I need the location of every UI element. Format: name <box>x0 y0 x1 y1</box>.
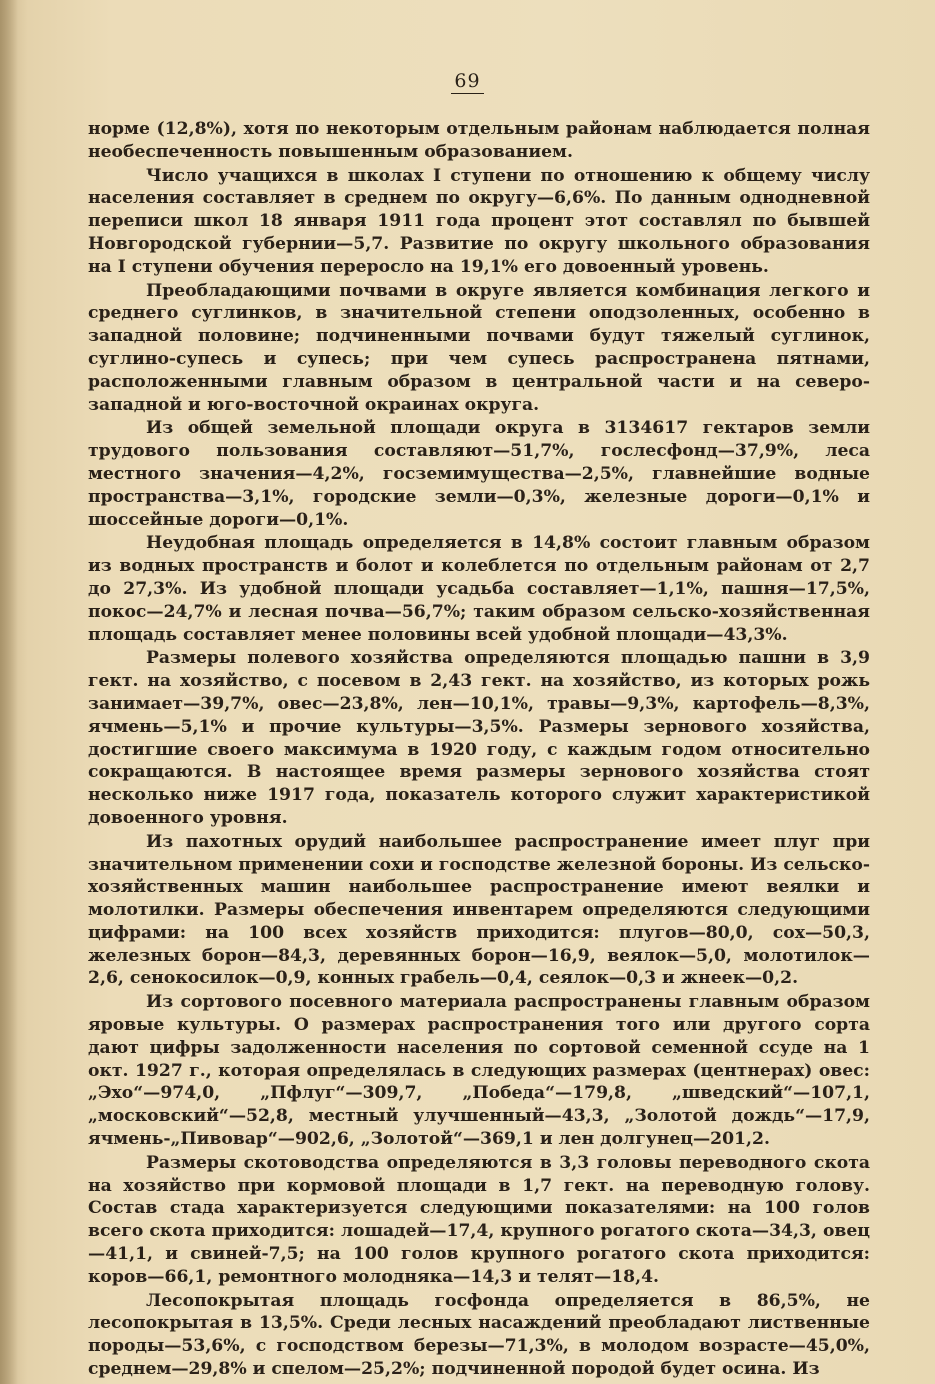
paragraph-8: Из сортового посевного материала распространены главным образом яровые культуры. О размерах распространения того или другого сорта дают цифры задолженности населения по сортовой семенной ссуде на 1 окт. 1927 г., которая определялась в следующих размерах (центнерах) овес: „Эхо“—974,0, „Пфлуг“—309,7, „Победа“—179,8, „шведский“—107,1, „московский“—52,8, местный улучшенный—43,3, „Золотой дождь“—17,9, ячмень-„Пивовар“—902,6, „Золотой“—369,1 и лен долгунец—201,2. <box>88 992 870 1150</box>
paragraph-9: Размеры скотоводства определяются в 3,3 головы переводного скота на хозяйство при кормовой площади в 1,7 гект. на переводную голову. Состав стада характеризуется следующими показателями: на 100 голов всего скота приходится: лошадей—17,4, крупного рогатого скота—34,3, овец—41,1, и свиней-7,5; на 100 голов крупного рогатого скота приходится: коров—66,1, ремонтного молодняка—14,3 и телят—18,4. <box>88 1152 870 1287</box>
paragraph-6: Размеры полевого хозяйства определяются площадью пашни в 3,9 гект. на хозяйство, с посевом в 2,43 гект. на хозяйство, из которых рожь занимает—39,7%, овес—23,8%, лен—10,1%, травы—9,3%, картофель—8,3%, ячмень—5,1% и прочие культуры—3,5%. Размеры зернового хозяйства, достигшие своего максимума в 1920 году, с каждым годом относительно сокращаются. В настоящее время размеры зернового хозяйства стоят несколько ниже 1917 года, показатель которого служит характеристикой довоенного уровня. <box>88 648 870 828</box>
page-number: 69 <box>0 70 935 92</box>
paragraph-4: Из общей земельной площади округа в 3134617 гектаров земли трудового пользования составляют—51,7%, гослесфонд—37,9%, леса местного значения—4,2%, госземимущества—2,5%, главнейшие водные пространства—3,1%, городские земли—0,3%, железные дороги—0,1% и шоссейные дороги—0,1%. <box>88 418 870 530</box>
body-text <box>88 118 870 1382</box>
paragraph-10: Лесопокрытая площадь госфонда определяется в 86,5%, не лесопокрытая в 13,5%. Среди лесных насаждений преобладают лиственные породы—53,6%, с господством березы—71,3%, в молодом возрасте—45,0%, среднем—29,8% и спелом—25,2%; подчиненной породой будет осина. Из <box>88 1290 870 1380</box>
paragraph-7: Из пахотных орудий наибольшее распространение имеет плуг при значительном применении сохи и господстве железной бороны. Из сельско-хозяйственных машин наибольшее распространение имеют веялки и молотилки. Размеры обеспечения инвентарем определяются следующими цифрами: на 100 всех хозяйств приходится: плугов—80,0, сох—50,3, железных борон—84,3, деревянных борон—16,9, веялок—5,0, молотилок—2,6, сенокосилок—0,9, конных грабель—0,4, сеялок—0,3 и жнеек—0,2. <box>88 831 870 989</box>
paragraph-1: норме (12,8%), хотя по некоторым отдельным районам наблюдается полная необеспеченность повышенным образованием. <box>88 119 870 162</box>
paragraph-2: Число учащихся в школах I ступени по отношению к общему числу населения составляет в среднем по округу—6,6%. По данным однодневной переписи школ 18 января 1911 года процент этот составлял по бывшей Новгородской губернии—5,7. Развитие по округу школьного образования на I ступени обучения переросло на 19,1% его довоенный уровень. <box>88 165 870 277</box>
binding-shadow <box>0 0 18 1384</box>
paragraph-3: Преобладающими почвами в округе является комбинация легкого и среднего суглинков, в значительной степени оподзоленных, особенно в западной половине; подчиненными почвами будут тяжелый суглинок, суглино-супесь и супесь; при чем супесь распространена пятнами, расположенными главным образом в центральной части и на северо-западной и юго-восточной окраинах округа. <box>88 280 870 415</box>
paragraph-5: Неудобная площадь определяется в 14,8% состоит главным образом из водных пространств и болот и колеблется по отдельным районам от 2,7 до 27,3%. Из удобной площади усадьба составляет—1,1%, пашня—17,5%, покос—24,7% и лесная почва—56,7%; таким образом сельско-хозяйственная площадь составляет менее половины всей удобной площади—43,3%. <box>88 533 870 645</box>
